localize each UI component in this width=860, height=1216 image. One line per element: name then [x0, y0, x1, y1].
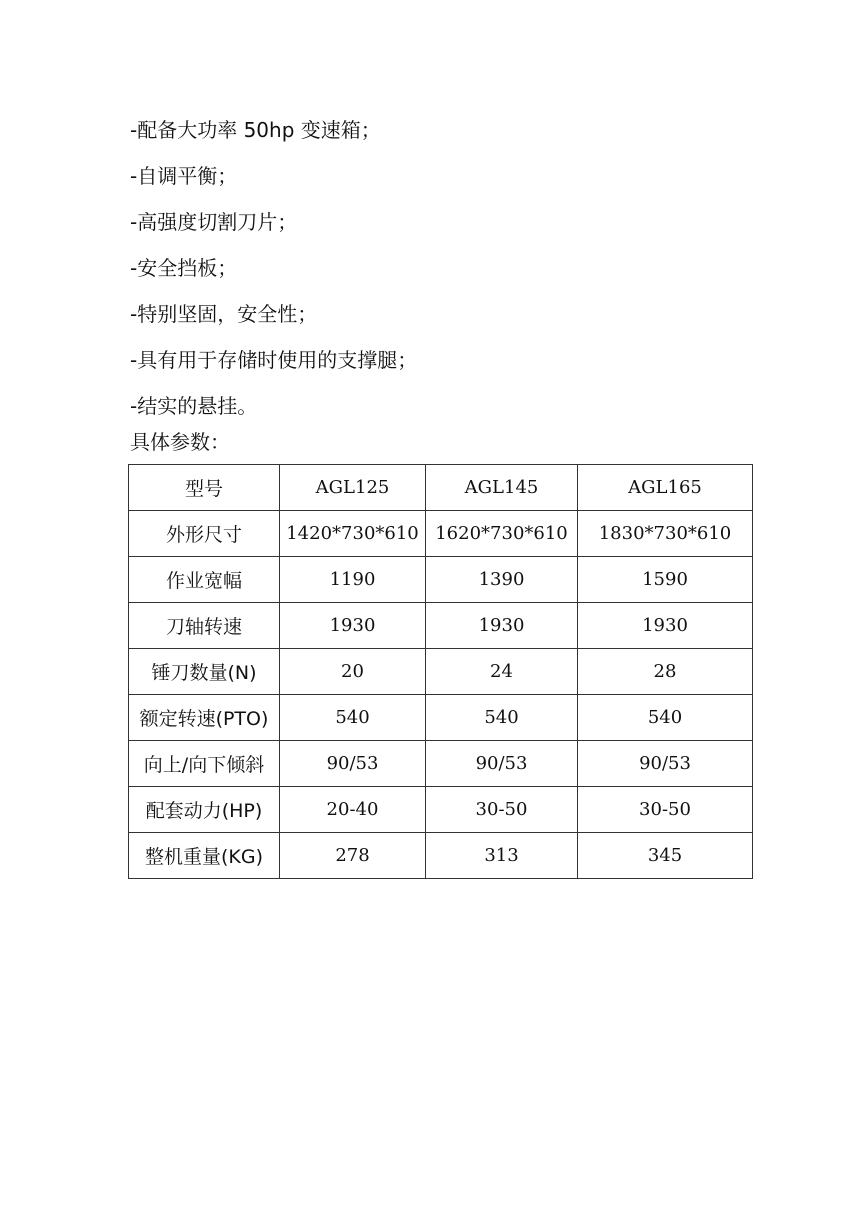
table-cell: AGL145	[426, 465, 578, 511]
table-row	[129, 695, 753, 741]
feature-item: -高强度切割刀片；	[130, 210, 298, 234]
table-cell: 额定转速(PTO)	[129, 695, 280, 741]
table-cell: 278	[280, 833, 426, 879]
table-cell: 30-50	[426, 787, 578, 833]
table-cell: 配套动力(HP)	[129, 787, 280, 833]
table-cell: 90/53	[578, 741, 753, 787]
table-cell: 刀轴转速	[129, 603, 280, 649]
feature-item: -安全挡板；	[130, 256, 238, 280]
table-cell: 作业宽幅	[129, 557, 280, 603]
table-cell: 20	[280, 649, 426, 695]
table-row	[129, 649, 753, 695]
table-cell: 型号	[129, 465, 280, 511]
table-cell: 1930	[280, 603, 426, 649]
table-cell: AGL125	[280, 465, 426, 511]
table-row	[129, 557, 753, 603]
table-cell: 20-40	[280, 787, 426, 833]
table-cell: 1830*730*610	[578, 511, 753, 557]
table-cell: 90/53	[280, 741, 426, 787]
table-cell: 整机重量(KG)	[129, 833, 280, 879]
table-cell: 1590	[578, 557, 753, 603]
table-row	[129, 833, 753, 879]
table-cell: 向上/向下倾斜	[129, 741, 280, 787]
table-row	[129, 787, 753, 833]
table-cell: 540	[280, 695, 426, 741]
table-cell: 313	[426, 833, 578, 879]
table-cell: 外形尺寸	[129, 511, 280, 557]
table-cell: 540	[426, 695, 578, 741]
feature-item: -自调平衡；	[130, 164, 238, 188]
table-cell: 30-50	[578, 787, 753, 833]
spec-table	[128, 464, 753, 879]
section-heading: 具体参数：	[130, 430, 230, 454]
table-cell: 1620*730*610	[426, 511, 578, 557]
table-cell: 24	[426, 649, 578, 695]
feature-item: -具有用于存储时使用的支撑腿；	[130, 348, 418, 372]
table-cell: 1930	[426, 603, 578, 649]
table-row	[129, 603, 753, 649]
table-cell: 28	[578, 649, 753, 695]
table-cell: 1390	[426, 557, 578, 603]
feature-item: -配备大功率 50hp 变速箱；	[130, 118, 381, 142]
table-cell: 1420*730*610	[280, 511, 426, 557]
table-cell: 1190	[280, 557, 426, 603]
table-cell: 锤刀数量(N)	[129, 649, 280, 695]
table-row	[129, 741, 753, 787]
feature-item: -结实的悬挂。	[130, 394, 258, 418]
table-cell: 1930	[578, 603, 753, 649]
table-cell: 90/53	[426, 741, 578, 787]
table-row	[129, 511, 753, 557]
table-row	[129, 465, 753, 511]
feature-list	[130, 112, 417, 434]
feature-item: -特别坚固，安全性；	[130, 302, 318, 326]
table-cell: 345	[578, 833, 753, 879]
table-cell: 540	[578, 695, 753, 741]
table-cell: AGL165	[578, 465, 753, 511]
